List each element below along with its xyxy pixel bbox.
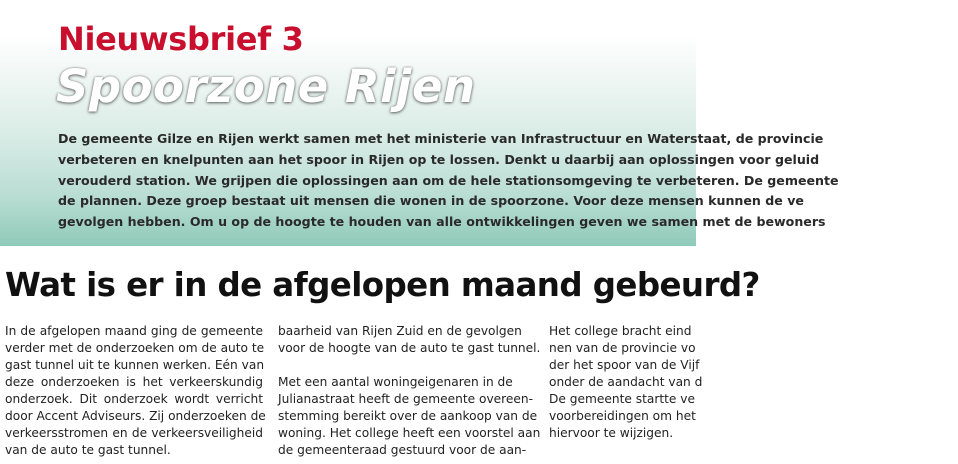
column-line: deze onderzoeken is het verkeerskundig — [5, 375, 263, 389]
intro-paragraph — [58, 129, 958, 233]
column-line: Het college bracht eind — [549, 324, 692, 338]
column-line: gast tunnel uit te kunnen werken. Eén van — [5, 358, 265, 372]
column-line: woning. Het college heeft een voorstel aan — [278, 426, 541, 440]
intro-line: de plannen. Deze groep bestaat uit mensen die wonen in de spoorzone. Voor deze mensen kunnen de ve — [58, 193, 804, 209]
column-line: nen van de provincie vo — [549, 341, 696, 355]
intro-line: De gemeente Gilze en Rijen werkt samen met het ministerie van Infrastructuur en Waterstaat, de provincie — [58, 131, 824, 146]
article-column-3 — [549, 323, 749, 442]
column-line: In de afgelopen maand ging de gemeente — [5, 324, 263, 338]
column-line: Met een aantal woningeigenaren in de — [278, 375, 513, 389]
column-line: verder met de onderzoeken om de auto te — [5, 341, 265, 355]
article-column-1 — [5, 323, 266, 459]
article-column-2 — [278, 323, 541, 459]
column-line: van de auto te gast tunnel. — [5, 443, 171, 457]
column-line: baarheid van Rijen Zuid en de gevolgen — [278, 324, 522, 338]
column-line: Julianastraat heeft de gemeente overeen- — [278, 392, 534, 406]
column-line: stemming bereikt over de aankoop van de — [278, 409, 538, 423]
column-line: onder de aandacht van d — [549, 375, 703, 389]
column-line: voorbereidingen om het — [549, 409, 696, 423]
column-line: onderzoek. Dit onderzoek wordt verricht — [5, 392, 263, 406]
newsletter-header — [0, 0, 839, 246]
intro-line: verbeteren en knelpunten aan het spoor in Rijen op te lossen. Denkt u daarbij aan oplossingen voor geluid — [58, 151, 820, 167]
column-line: hiervoor te wijzigen. — [549, 426, 674, 440]
newsletter-subtitle: Spoorzone Rijen — [56, 60, 476, 113]
column-line: de gemeenteraad gestuurd voor de aan- — [278, 443, 527, 457]
column-line: verkeersstromen en de verkeersveiligheid — [5, 426, 263, 440]
article-headline: Wat is er in de afgelopen maand gebeurd? — [5, 266, 760, 304]
intro-line: gevolgen hebben. Om u op de hoogte te houden van alle ontwikkelingen geven we samen met de bewoners — [58, 214, 826, 230]
column-line: door Accent Adviseurs. Zij onderzoeken de — [5, 409, 266, 423]
column-line: De gemeente startte ve — [549, 392, 695, 406]
intro-line: verouderd station. We grijpen die oplossingen aan om de hele stationsomgeving te verbeteren. De gemeente — [58, 172, 839, 188]
paragraph-gap — [278, 357, 528, 374]
column-line: voor de hoogte van de auto te gast tunnel. — [278, 341, 541, 355]
newsletter-title: Nieuwsbrief 3 — [58, 20, 304, 58]
column-line: der het spoor van de Vijf — [549, 358, 700, 372]
